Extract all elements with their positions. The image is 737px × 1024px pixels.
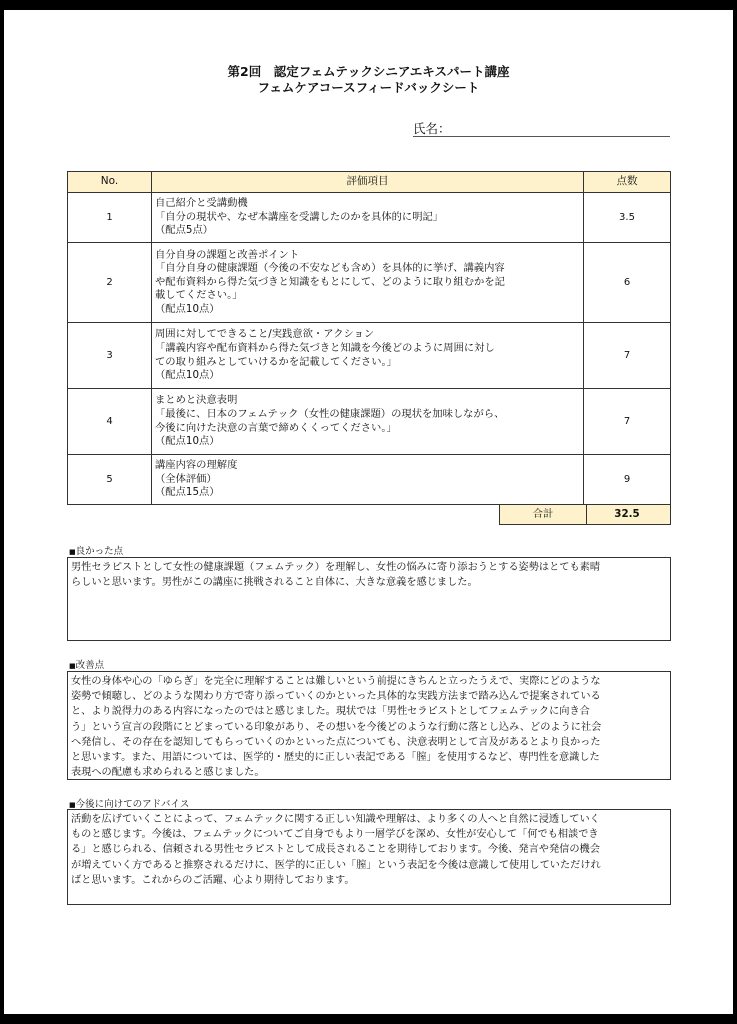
header-score: 点数 [584, 172, 671, 193]
total-row [68, 505, 671, 525]
advice-heading [69, 796, 189, 810]
row-criteria [152, 323, 584, 389]
table-row [68, 455, 671, 505]
total-spacer [68, 505, 152, 525]
improvement-box [67, 671, 671, 780]
section-marker: ■ [69, 662, 76, 670]
total-spacer [152, 505, 584, 525]
advice-box [67, 809, 671, 905]
table-row [68, 193, 671, 243]
criteria-line: 講座内容の理解度 [155, 459, 238, 472]
criteria-line: （配点10点） [155, 369, 220, 382]
criteria-line: 自分自身の課題と改善ポイント [155, 248, 300, 261]
criteria-line: まとめと決意表明 [155, 394, 238, 407]
table-row [68, 243, 671, 323]
text-line: 女性の身体や心の「ゆらぎ」を完全に理解することは難しいという前提にきちんと立ったうえで、実際にどのような [71, 676, 601, 687]
criteria-line: （配点10点） [155, 435, 220, 448]
good-points-box [67, 557, 671, 641]
section-heading-text: 改善点 [75, 660, 105, 671]
row-criteria [152, 389, 584, 455]
text-line: と思います。また、用語については、医学的・歴史的に正しい表記である「膣」を使用するなど、専門性を意識した [71, 752, 600, 764]
section-marker: ■ [69, 801, 76, 809]
criteria-line: （配点15点） [155, 486, 220, 499]
name-label: 氏名： [413, 121, 451, 136]
criteria-line: や配布資料から得た気づきと知識をもとにして、どのように取り組むかを記 [155, 275, 505, 288]
text-line: 表現への配慮も求められると感じました。 [71, 767, 265, 779]
row-score: 3.5 [584, 193, 671, 243]
section-heading-text: 良かった点 [75, 546, 124, 557]
text-line: ものと感じます。今後は、フェムテックについてご自身でもより一層学びを深め、女性が安心して「何でも相談でき [71, 829, 599, 841]
row-number: 2 [68, 243, 152, 323]
section-marker: ■ [69, 548, 76, 556]
row-score: 9 [584, 455, 671, 505]
total-value: 32.5 [584, 505, 671, 525]
row-score: 7 [584, 389, 671, 455]
criteria-line: 周囲に対してできること/実践意欲・アクション [155, 328, 375, 341]
criteria-line: 今後に向けた決意の言葉で締めくくってください。」 [155, 421, 397, 434]
table-header-row [68, 172, 671, 193]
text-line: る」と感じられる、信頼される男性セラピストとして成長されることを期待しております。今後、発言や発信の機会 [71, 844, 600, 856]
header-criteria: 評価項目 [152, 172, 584, 193]
text-line: らしいと思います。男性がこの講座に挑戦されること自体に、大きな意義を感じました。 [71, 577, 478, 589]
table-row [68, 389, 671, 455]
improvement-heading [69, 657, 104, 671]
criteria-line: 「自分の現状や、なぜ本講座を受講したのかを具体的に明記」 [155, 210, 444, 223]
table-row [68, 323, 671, 389]
criteria-line: 「自分自身の健康課題（今後の不安なども含め）を具体的に挙げ、講義内容 [155, 262, 505, 275]
criteria-line: （配点5点） [155, 224, 214, 237]
sheet-subtitle: フェムケアコースフィードバックシート [257, 80, 480, 95]
total-label: 合計 [499, 504, 587, 525]
section-heading-text: 今後に向けてのアドバイス [75, 799, 190, 810]
name-underline [413, 136, 670, 137]
row-criteria [152, 243, 584, 323]
criteria-line: 「講義内容や配布資料から得た気づきと知識を今後どのように周囲に対し [155, 341, 495, 354]
row-number: 1 [68, 193, 152, 243]
criteria-line: （配点10点） [155, 302, 220, 315]
criteria-line: 自己紹介と受講動機 [155, 197, 248, 210]
header-no: No. [68, 172, 152, 193]
text-line: と、より説得力のある内容になったのではと感じました。現状では「男性セラピストとしてフェムテックに向き合 [71, 706, 590, 718]
good-points-heading [69, 543, 123, 557]
text-line: ばと思います。これからのご活躍、心より期待しております。 [71, 874, 355, 886]
row-score: 7 [584, 323, 671, 389]
criteria-line: 「最後に、日本のフェムテック（女性の健康課題）の現状を加味しながら、 [155, 407, 505, 420]
text-line: が増えていく方であると推察されるだけに、医学的に正しい「膣」という表記を今後は意識して使用していただけれ [71, 859, 601, 871]
row-criteria [152, 193, 584, 243]
evaluation-table [67, 171, 671, 525]
text-line: へ発信し、その存在を認知してもらっていくのかといった点についても、決意表明として言及があるとより良かった [71, 736, 601, 748]
text-line: 活動を広げていくことによって、フェムテックに関する正しい知識や理解は、より多くの人へと自然に浸透していく [71, 814, 600, 825]
row-score: 6 [584, 243, 671, 323]
row-number: 3 [68, 323, 152, 389]
sheet-title: 第2回 認定フェムテックシニアエキスパート講座 [227, 64, 510, 79]
criteria-line: 載してください。」 [155, 289, 243, 302]
text-line: う」という宣言の段階にとどまっている印象があり、その想いを今後どのような行動に落とし込み、どのように社会 [71, 721, 602, 733]
criteria-line: （全体評価） [155, 472, 217, 485]
row-number: 4 [68, 389, 152, 455]
row-number: 5 [68, 455, 152, 505]
text-line: 姿勢で傾聴し、どのような関わり方で寄り添っていくのかといった具体的な実践方法まで踏み込んで提案されている [71, 691, 601, 703]
text-line: 男性セラピストとして女性の健康課題（フェムテック）を理解し、女性の悩みに寄り添おうとする姿勢はとても素晴 [71, 562, 601, 573]
row-criteria [152, 455, 584, 505]
criteria-line: ての取り組みとしていけるかを記載してください。」 [155, 355, 397, 368]
